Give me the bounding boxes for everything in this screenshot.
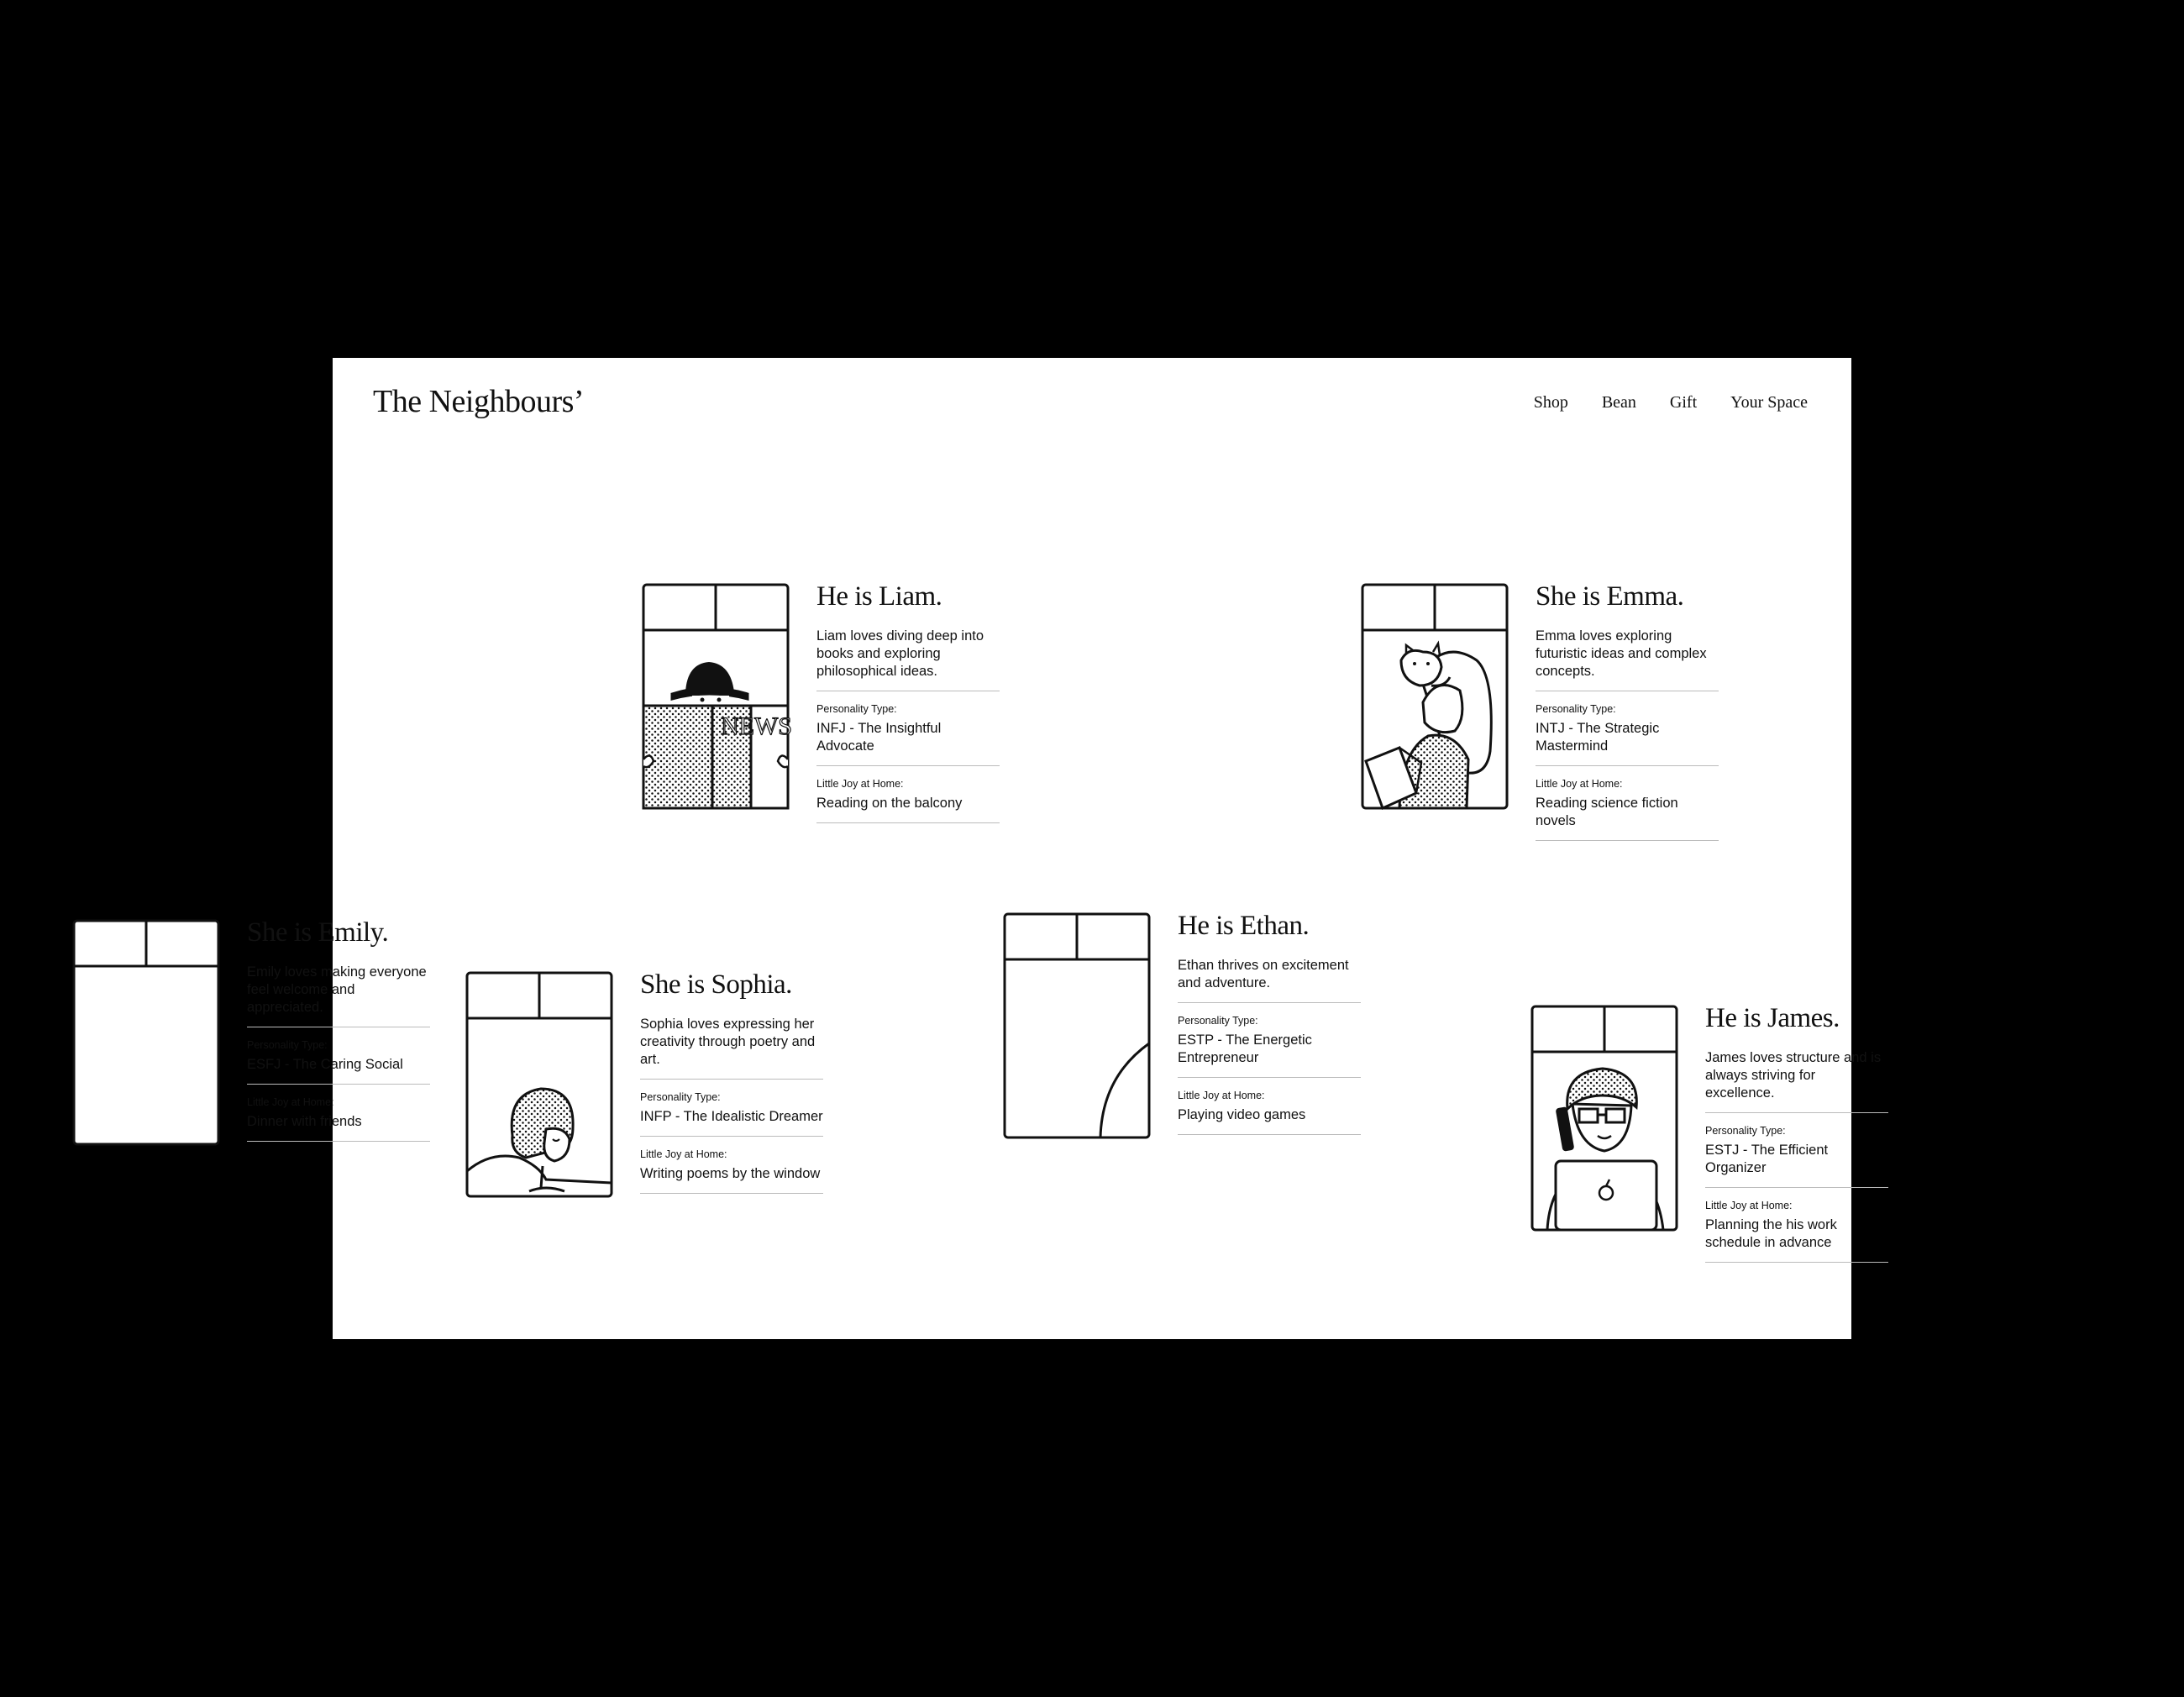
neighbour-card-liam[interactable] <box>642 583 1163 827</box>
person-name: He is James. <box>1705 1003 1840 1033</box>
person-name: He is Ethan. <box>1178 911 1310 941</box>
personality-value: INFJ - The Insightful Advocate <box>816 720 1000 766</box>
person-name: He is Liam. <box>816 581 942 612</box>
joy-label: Little Joy at Home: <box>1705 1200 1793 1211</box>
page <box>247 358 1882 1339</box>
person-info <box>816 581 1000 823</box>
nav-bean[interactable]: Bean <box>1601 393 1636 412</box>
personality-label: Personality Type: <box>1178 1015 1258 1027</box>
joy-label: Little Joy at Home: <box>247 1096 334 1108</box>
main-nav <box>1534 393 1808 412</box>
neighbour-card-james[interactable] <box>1530 1005 2051 1248</box>
neighbour-card-sophia[interactable] <box>465 971 986 1215</box>
personality-value: ESFJ - The Caring Social <box>247 1056 430 1085</box>
joy-value: Writing poems by the window <box>640 1165 823 1194</box>
window-illustration-james <box>1530 1005 1678 1232</box>
person-description: Emma loves exploring futuristic ideas and complex concepts. <box>1536 628 1719 691</box>
nav-your-space[interactable]: Your Space <box>1730 393 1808 412</box>
personality-value: ESTJ - The Efficient Organizer <box>1705 1142 1888 1188</box>
newspaper-headline: NEWS <box>721 712 792 740</box>
personality-value: ESTP - The Energetic Entrepreneur <box>1178 1032 1361 1078</box>
person-name: She is Sophia. <box>640 969 792 1000</box>
person-info <box>640 969 823 1194</box>
personality-label: Personality Type: <box>1536 703 1616 715</box>
person-name: She is Emma. <box>1536 581 1684 612</box>
brand-logo[interactable]: The Neighbours’ <box>373 384 585 419</box>
personality-label: Personality Type: <box>1705 1125 1786 1137</box>
person-description: Emily loves making everyone feel welcome and appreciated. <box>247 964 430 1027</box>
person-description: Ethan thrives on excitement and adventure. <box>1178 957 1361 1003</box>
personality-value: INTJ - The Strategic Mastermind <box>1536 720 1719 766</box>
neighbour-card-ethan[interactable] <box>1003 912 1524 1156</box>
joy-label: Little Joy at Home: <box>816 778 904 790</box>
person-info <box>247 917 430 1142</box>
window-illustration-ethan <box>1003 912 1151 1139</box>
person-name: She is Emily. <box>247 917 389 948</box>
joy-value: Reading on the balcony <box>816 795 1000 823</box>
window-illustration-emma <box>1361 583 1509 810</box>
nav-shop[interactable]: Shop <box>1533 393 1568 412</box>
personality-value: INFP - The Idealistic Dreamer <box>640 1108 823 1137</box>
person-description: Sophia loves expressing her creativity through poetry and art. <box>640 1016 823 1080</box>
joy-label: Little Joy at Home: <box>640 1148 727 1160</box>
joy-label: Little Joy at Home: <box>1178 1090 1265 1101</box>
personality-label: Personality Type: <box>816 703 897 715</box>
joy-value: Playing video games <box>1178 1106 1361 1135</box>
window-illustration-liam <box>642 583 790 810</box>
joy-label: Little Joy at Home: <box>1536 778 1623 790</box>
person-description: Liam loves diving deep into books and exploring philosophical ideas. <box>816 628 1000 691</box>
joy-value: Reading science fiction novels <box>1536 795 1719 841</box>
person-info <box>1705 1003 1888 1263</box>
neighbour-card-emma[interactable] <box>1361 583 1882 827</box>
window-illustration-emily <box>72 919 220 1146</box>
joy-value: Planning the his work schedule in advance <box>1705 1216 1888 1263</box>
person-description: James loves structure and is always striving for excellence. <box>1705 1049 1888 1113</box>
person-info <box>1536 581 1719 841</box>
nav-gift[interactable]: Gift <box>1669 393 1698 412</box>
person-info <box>1178 911 1361 1135</box>
window-illustration-sophia <box>465 971 613 1198</box>
personality-label: Personality Type: <box>640 1091 721 1103</box>
joy-value: Dinner with friends <box>247 1113 430 1142</box>
personality-label: Personality Type: <box>247 1039 328 1051</box>
